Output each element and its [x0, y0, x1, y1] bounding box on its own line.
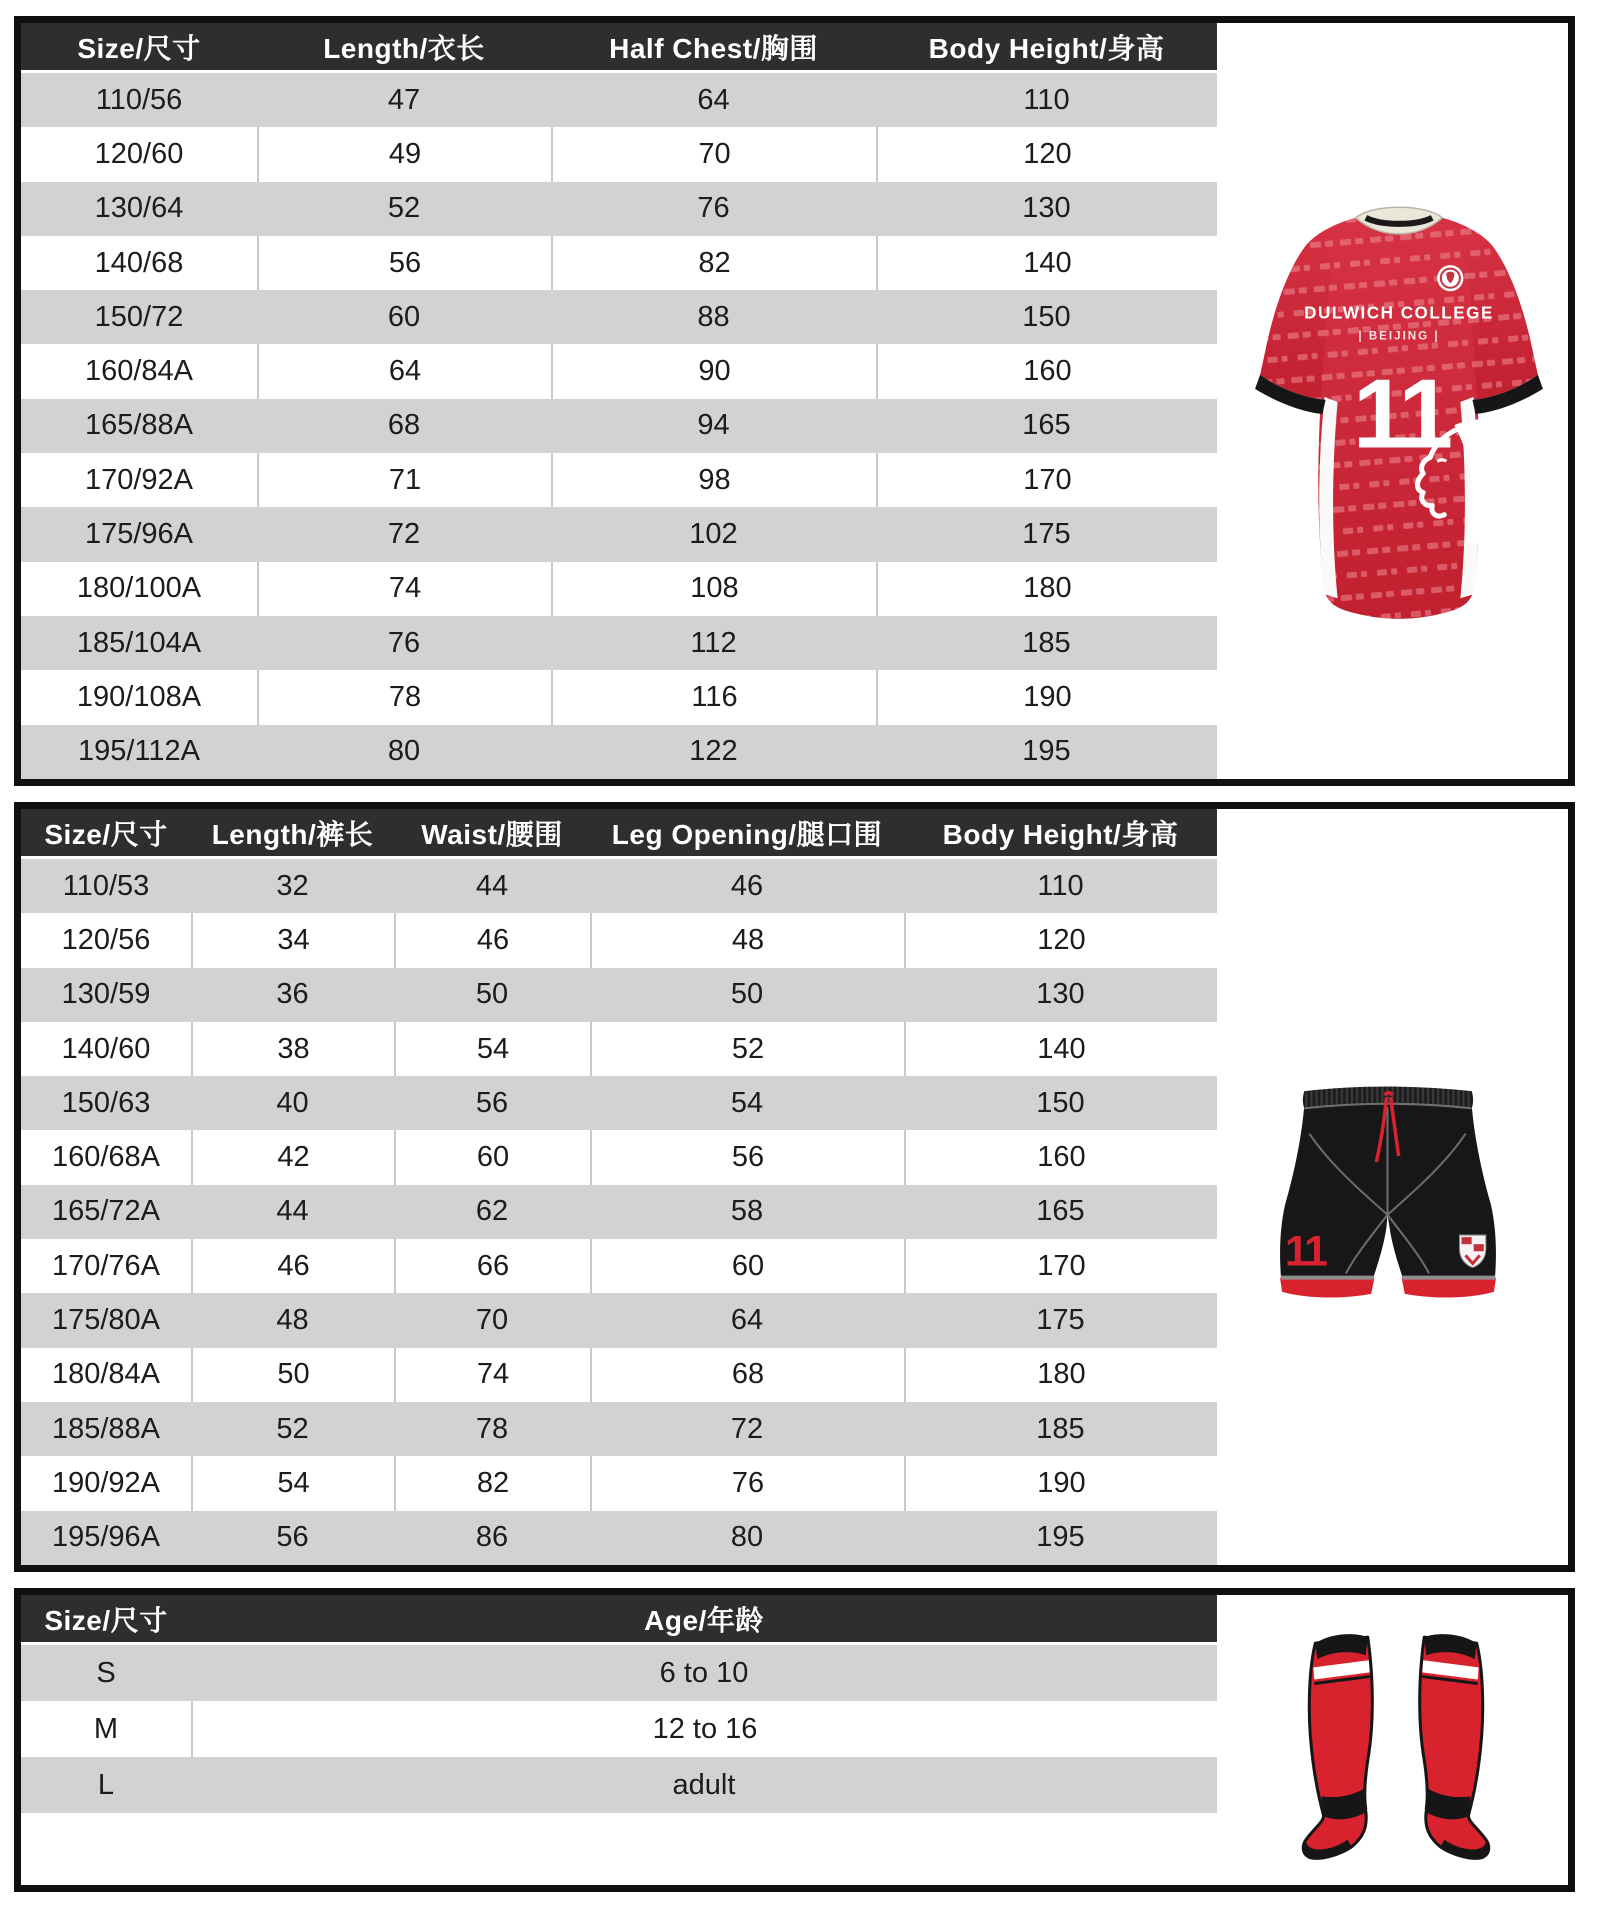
table-row — [21, 1456, 1217, 1510]
table-cell: 185 — [876, 616, 1217, 670]
table-cell: 56 — [394, 1076, 590, 1130]
table-row — [21, 1701, 1217, 1757]
table-cell: 90 — [551, 344, 876, 398]
jersey-city-text: | BEIJING | — [1358, 330, 1440, 343]
table-cell: 80 — [590, 1511, 904, 1565]
table-cell: 185/104A — [21, 616, 257, 670]
jersey-number: 11 — [1352, 358, 1450, 469]
table-cell: 165/72A — [21, 1185, 191, 1239]
table-cell: 175 — [876, 507, 1217, 561]
table-cell: 71 — [257, 453, 551, 507]
table-cell: 94 — [551, 399, 876, 453]
table-cell: 140/68 — [21, 236, 257, 290]
table-cell: 190 — [876, 670, 1217, 724]
table-cell: 150 — [904, 1076, 1217, 1130]
table-cell: 120/56 — [21, 913, 191, 967]
table-cell: 52 — [590, 1022, 904, 1076]
table-cell: 76 — [257, 616, 551, 670]
table-cell: 140 — [876, 236, 1217, 290]
table-cell: 52 — [191, 1402, 394, 1456]
table-row — [21, 1185, 1217, 1239]
table-cell: 160/84A — [21, 344, 257, 398]
table-row — [21, 913, 1217, 967]
table-cell: 54 — [191, 1456, 394, 1510]
table-cell: 195/96A — [21, 1511, 191, 1565]
table-row — [21, 725, 1217, 779]
jersey-crest-icon — [1437, 265, 1463, 291]
table-cell: 170 — [876, 453, 1217, 507]
shorts-size-table — [21, 809, 1217, 1565]
table-cell: 68 — [590, 1348, 904, 1402]
table-cell: 180 — [876, 562, 1217, 616]
socks-size-table — [21, 1595, 1217, 1813]
table-cell: 62 — [394, 1185, 590, 1239]
header-row — [21, 1595, 1217, 1645]
socks-graphic — [1295, 1623, 1497, 1865]
table-cell: 46 — [191, 1239, 394, 1293]
column-header: Size/尺寸 — [21, 23, 257, 73]
table-cell: 110/56 — [21, 73, 257, 127]
jersey-image — [1243, 195, 1555, 619]
column-header: Size/尺寸 — [21, 809, 191, 859]
table-cell: 86 — [394, 1511, 590, 1565]
table-cell: 47 — [257, 73, 551, 127]
table-cell: 80 — [257, 725, 551, 779]
table-cell: 64 — [551, 73, 876, 127]
table-row — [21, 453, 1217, 507]
table-row — [21, 73, 1217, 127]
table-cell: S — [21, 1645, 191, 1701]
shorts-image — [1279, 1085, 1497, 1303]
table-cell: 44 — [191, 1185, 394, 1239]
socks-size-panel — [14, 1588, 1575, 1892]
table-cell: 60 — [394, 1130, 590, 1184]
table-cell: 42 — [191, 1130, 394, 1184]
table-cell: 70 — [394, 1293, 590, 1347]
table-cell: 50 — [590, 968, 904, 1022]
table-row — [21, 1645, 1217, 1701]
table-cell: 180/100A — [21, 562, 257, 616]
table-cell: 44 — [394, 859, 590, 913]
table-cell: 170 — [904, 1239, 1217, 1293]
table-row — [21, 968, 1217, 1022]
table-cell: 54 — [394, 1022, 590, 1076]
table-cell: 120/60 — [21, 127, 257, 181]
table-cell: adult — [191, 1757, 1217, 1813]
table-cell: 180/84A — [21, 1348, 191, 1402]
table-row — [21, 182, 1217, 236]
table-row — [21, 507, 1217, 561]
table-cell: 72 — [257, 507, 551, 561]
table-cell: 50 — [191, 1348, 394, 1402]
table-cell: 54 — [590, 1076, 904, 1130]
table-cell: 190/92A — [21, 1456, 191, 1510]
column-header: Size/尺寸 — [21, 1595, 191, 1645]
table-cell: 108 — [551, 562, 876, 616]
table-cell: 52 — [257, 182, 551, 236]
table-cell: 130 — [904, 968, 1217, 1022]
shirt-size-panel — [14, 16, 1575, 786]
table-cell: 150 — [876, 290, 1217, 344]
table-cell: 60 — [590, 1239, 904, 1293]
table-cell: 78 — [257, 670, 551, 724]
table-cell: 48 — [191, 1293, 394, 1347]
table-cell: 160/68A — [21, 1130, 191, 1184]
column-header: Length/裤长 — [191, 809, 394, 859]
table-row — [21, 1130, 1217, 1184]
table-cell: 60 — [257, 290, 551, 344]
table-cell: 46 — [590, 859, 904, 913]
table-cell: 76 — [551, 182, 876, 236]
table-cell: 82 — [394, 1456, 590, 1510]
table-row — [21, 1076, 1217, 1130]
table-cell: 49 — [257, 127, 551, 181]
table-cell: 110 — [876, 73, 1217, 127]
table-row — [21, 127, 1217, 181]
table-cell: 170/92A — [21, 453, 257, 507]
table-cell: 40 — [191, 1076, 394, 1130]
table-cell: 58 — [590, 1185, 904, 1239]
table-cell: 120 — [876, 127, 1217, 181]
table-row — [21, 1022, 1217, 1076]
table-row — [21, 1511, 1217, 1565]
column-header: Half Chest/胸围 — [551, 23, 876, 73]
table-row — [21, 1757, 1217, 1813]
table-cell: 66 — [394, 1239, 590, 1293]
socks-image — [1295, 1623, 1497, 1865]
header-row — [21, 23, 1217, 73]
table-cell: 195/112A — [21, 725, 257, 779]
shorts-size-panel — [14, 802, 1575, 1572]
table-cell: 36 — [191, 968, 394, 1022]
table-row — [21, 399, 1217, 453]
header-row — [21, 809, 1217, 859]
table-cell: 150/72 — [21, 290, 257, 344]
table-cell: 56 — [191, 1511, 394, 1565]
table-cell: 175/96A — [21, 507, 257, 561]
table-cell: 50 — [394, 968, 590, 1022]
table-cell: 74 — [257, 562, 551, 616]
table-cell: M — [21, 1701, 191, 1757]
table-row — [21, 616, 1217, 670]
shorts-graphic — [1279, 1085, 1497, 1303]
column-header: Age/年龄 — [191, 1595, 1217, 1645]
table-row — [21, 562, 1217, 616]
jersey-graphic — [1243, 195, 1555, 619]
table-cell: 195 — [904, 1511, 1217, 1565]
table-cell: 160 — [904, 1130, 1217, 1184]
table-cell: 140/60 — [21, 1022, 191, 1076]
table-cell: 110 — [904, 859, 1217, 913]
table-cell: 12 to 16 — [191, 1701, 1217, 1757]
table-cell: 34 — [191, 913, 394, 967]
shorts-number: 11 — [1284, 1227, 1326, 1276]
table-cell: 195 — [876, 725, 1217, 779]
table-row — [21, 236, 1217, 290]
column-header: Leg Opening/腿口围 — [590, 809, 904, 859]
table-cell: 98 — [551, 453, 876, 507]
shirt-size-table — [21, 23, 1217, 779]
table-cell: 116 — [551, 670, 876, 724]
table-cell: 130/59 — [21, 968, 191, 1022]
table-cell: 122 — [551, 725, 876, 779]
table-cell: 56 — [590, 1130, 904, 1184]
table-cell: 112 — [551, 616, 876, 670]
table-row — [21, 290, 1217, 344]
table-row — [21, 344, 1217, 398]
table-cell: 160 — [876, 344, 1217, 398]
column-header: Length/衣长 — [257, 23, 551, 73]
table-cell: 6 to 10 — [191, 1645, 1217, 1701]
table-cell: 190 — [904, 1456, 1217, 1510]
table-cell: 175/80A — [21, 1293, 191, 1347]
table-cell: 64 — [590, 1293, 904, 1347]
table-row — [21, 1348, 1217, 1402]
table-cell: 185/88A — [21, 1402, 191, 1456]
table-cell: 170/76A — [21, 1239, 191, 1293]
table-cell: 150/63 — [21, 1076, 191, 1130]
column-header: Waist/腰围 — [394, 809, 590, 859]
table-cell: 64 — [257, 344, 551, 398]
table-cell: 140 — [904, 1022, 1217, 1076]
table-cell: L — [21, 1757, 191, 1813]
table-cell: 185 — [904, 1402, 1217, 1456]
table-row — [21, 670, 1217, 724]
table-cell: 76 — [590, 1456, 904, 1510]
table-cell: 46 — [394, 913, 590, 967]
table-row — [21, 859, 1217, 913]
table-cell: 165/88A — [21, 399, 257, 453]
table-cell: 78 — [394, 1402, 590, 1456]
table-row — [21, 1293, 1217, 1347]
table-cell: 110/53 — [21, 859, 191, 913]
table-cell: 32 — [191, 859, 394, 913]
table-cell: 68 — [257, 399, 551, 453]
table-cell: 130/64 — [21, 182, 257, 236]
column-header: Body Height/身高 — [904, 809, 1217, 859]
table-cell: 38 — [191, 1022, 394, 1076]
table-cell: 48 — [590, 913, 904, 967]
table-cell: 120 — [904, 913, 1217, 967]
table-cell: 180 — [904, 1348, 1217, 1402]
table-cell: 165 — [904, 1185, 1217, 1239]
table-cell: 175 — [904, 1293, 1217, 1347]
table-cell: 82 — [551, 236, 876, 290]
table-cell: 74 — [394, 1348, 590, 1402]
table-cell: 88 — [551, 290, 876, 344]
table-cell: 72 — [590, 1402, 904, 1456]
table-cell: 190/108A — [21, 670, 257, 724]
table-row — [21, 1402, 1217, 1456]
column-header: Body Height/身高 — [876, 23, 1217, 73]
table-cell: 70 — [551, 127, 876, 181]
jersey-brand-text: DULWICH COLLEGE — [1304, 303, 1494, 323]
table-cell: 130 — [876, 182, 1217, 236]
table-cell: 165 — [876, 399, 1217, 453]
table-row — [21, 1239, 1217, 1293]
table-cell: 56 — [257, 236, 551, 290]
table-cell: 102 — [551, 507, 876, 561]
